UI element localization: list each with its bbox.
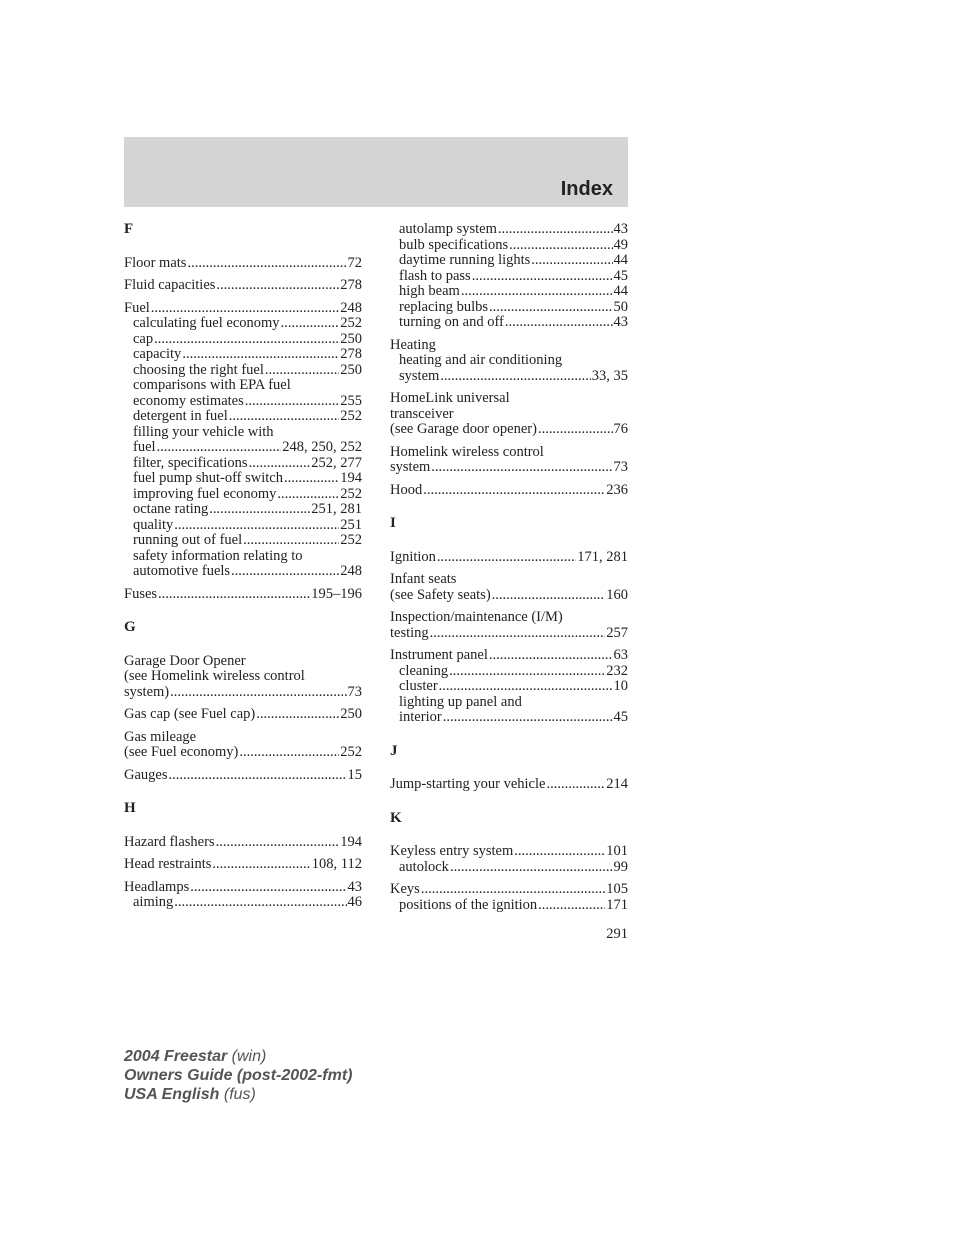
index-subentry: daytime running lights ..... 44 (390, 253, 628, 269)
index-subentry: safety information relating to (133, 548, 303, 564)
entry-group (390, 483, 628, 499)
footer-line-2: Owners Guide (post-2002-fmt) (124, 1067, 353, 1084)
index-subentry: bulb specifications ..... 49 (390, 238, 628, 254)
index-entry: Floor mats ..... 72 (124, 256, 362, 272)
index-subentry: cleaning ..... 232 (390, 664, 628, 680)
index-column-left (124, 222, 362, 918)
index-entry: (see Homelink wireless control (124, 669, 305, 684)
index-entry: Keyless entry system ..... 101 (390, 844, 628, 860)
entry-group (390, 445, 628, 476)
section-letter-k: K (390, 809, 402, 826)
entry-group (124, 278, 362, 294)
index-entry: Garage Door Opener (124, 653, 246, 669)
index-subentry: choosing the right fuel ..... 250 (124, 363, 362, 379)
index-entry: Instrument panel ..... 63 (390, 648, 628, 664)
index-subentry: fuel pump shut-off switch ..... 194 (124, 471, 362, 487)
index-entry: (see Safety seats) ..... 160 (390, 588, 628, 604)
index-entry: Homelink wireless control (390, 444, 544, 460)
section-letter-g: G (124, 619, 136, 635)
index-subentry: quality ..... 251 (124, 518, 362, 534)
index-entry: Hazard flashers ..... 194 (124, 835, 362, 851)
page-title: Index (560, 178, 613, 200)
index-subentry: comparisons with EPA fuel (133, 378, 291, 393)
section-letter-i: I (390, 515, 396, 531)
index-subentry: aiming ..... 46 (124, 895, 362, 911)
entry-group (124, 835, 362, 851)
index-subentry: heating and air conditioning (399, 353, 563, 368)
index-entry: (see Garage door opener) ..... 76 (390, 422, 628, 438)
index-subentry: cluster ..... 10 (390, 679, 628, 695)
index-subentry: octane rating ..... 251, 281 (124, 502, 362, 518)
index-subentry: economy estimates ..... 255 (124, 394, 362, 410)
index-subentry: calculating fuel economy ..... 252 (124, 316, 362, 332)
entry-group (124, 587, 362, 603)
entry-group (124, 730, 362, 761)
index-subentry: fuel ..... 248, 250, 252 (124, 440, 362, 456)
section-letter-j: J (390, 742, 398, 759)
index-entry: (see Fuel economy) ..... 252 (124, 745, 362, 761)
index-entry: Head restraints ..... 108, 112 (124, 857, 362, 873)
footer-line-1: 2004 Freestar (win) (124, 1048, 267, 1065)
index-subentry: improving fuel economy ..... 252 (124, 487, 362, 503)
index-entry: Fuel ..... 248 (124, 301, 362, 317)
entry-group (390, 391, 628, 438)
index-subentry: capacity ..... 278 (124, 347, 362, 363)
entry-group (124, 857, 362, 873)
index-subentry: automotive fuels ..... 248 (124, 564, 362, 580)
index-entry: transceiver (390, 406, 454, 422)
index-subentry: cap ..... 250 (124, 332, 362, 348)
index-subentry: interior ..... 45 (390, 710, 628, 726)
index-subentry: flash to pass ..... 45 (390, 269, 628, 285)
entry-group (390, 777, 628, 793)
index-entry: Gas mileage (124, 729, 197, 745)
entry-group (390, 844, 628, 875)
entry-group (390, 648, 628, 726)
section-letter-h: H (124, 800, 136, 816)
entry-group (124, 301, 362, 580)
entry-group (124, 707, 362, 723)
index-subentry: running out of fuel ..... 252 (124, 533, 362, 549)
index-subentry: detergent in fuel ..... 252 (124, 409, 362, 425)
index-subentry: replacing bulbs ..... 50 (390, 300, 628, 316)
index-entry: Headlamps ..... 43 (124, 880, 362, 896)
entry-group (124, 880, 362, 911)
index-entry: Fuses ..... 195–196 (124, 587, 362, 603)
index-subentry: positions of the ignition ..... 171 (390, 898, 628, 914)
entry-group (390, 550, 628, 566)
index-entry: Keys ..... 105 (390, 882, 628, 898)
entry-group (124, 768, 362, 784)
index-entry: system) ..... 73 (124, 685, 362, 701)
index-subentry: filling your vehicle with (133, 424, 274, 440)
index-subentry: system ..... 33, 35 (390, 369, 628, 385)
index-entry: Gauges ..... 15 (124, 768, 362, 784)
index-entry: Hood ..... 236 (390, 483, 628, 499)
index-entry: Gas cap (see Fuel cap) ..... 250 (124, 707, 362, 723)
index-entry: Ignition ..... 171, 281 (390, 550, 628, 566)
entry-group (124, 256, 362, 272)
index-entry: HomeLink universal (390, 391, 510, 406)
index-entry: Heating (390, 337, 436, 353)
header-bar (124, 137, 628, 207)
document-footer (124, 1047, 352, 1104)
index-subentry: autolock ..... 99 (390, 860, 628, 876)
index-entry: Jump-starting your vehicle ..... 214 (390, 777, 628, 793)
entry-group (390, 222, 628, 331)
index-subentry: turning on and off ..... 43 (390, 315, 628, 331)
index-entry: Infant seats (390, 572, 457, 587)
entry-group (390, 882, 628, 913)
index-subentry: high beam ..... 44 (390, 284, 628, 300)
index-subentry: filter, specifications ..... 252, 277 (124, 456, 362, 472)
index-entry: testing ..... 257 (390, 626, 628, 642)
index-subentry: lighting up panel and (399, 694, 522, 710)
index-subentry: autolamp system ..... 43 (390, 222, 628, 238)
entry-group (390, 338, 628, 385)
index-entry: Fluid capacities ..... 278 (124, 278, 362, 294)
entry-group (390, 610, 628, 641)
index-entry: system ..... 73 (390, 460, 628, 476)
entry-group (124, 654, 362, 701)
index-column-right (390, 222, 628, 920)
footer-line-3: USA English (fus) (124, 1086, 256, 1103)
page-number: 291 (606, 926, 628, 942)
section-letter-f: F (124, 221, 134, 237)
entry-group (390, 572, 628, 603)
index-entry: Inspection/maintenance (I/M) (390, 610, 563, 625)
